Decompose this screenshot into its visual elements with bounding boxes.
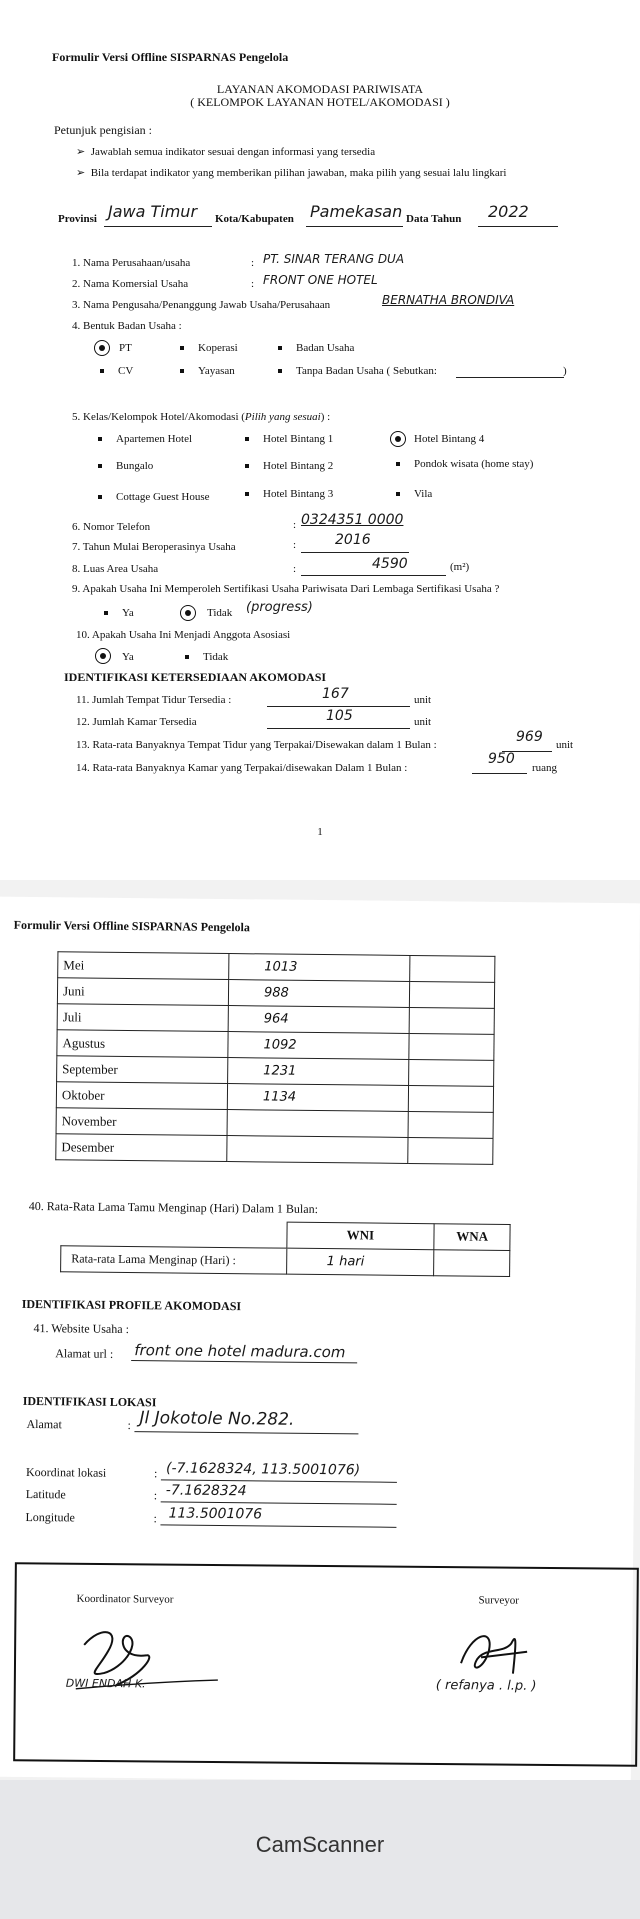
form-title: LAYANAN AKOMODASI PARIWISATA	[216, 82, 424, 96]
bullet-icon	[278, 346, 282, 350]
option-vila[interactable]: Vila	[396, 488, 432, 500]
q12-label: 12. Jumlah Kamar Tersedia	[76, 716, 197, 728]
table-row	[56, 1134, 493, 1165]
empty-cell[interactable]	[408, 1085, 493, 1112]
selected-option-circle	[180, 605, 196, 621]
empty-cell[interactable]	[409, 981, 494, 1008]
month-name: Juni	[57, 978, 228, 1006]
sebutkan-underline[interactable]	[456, 377, 564, 378]
page-number: 1	[317, 826, 323, 838]
option-cottage[interactable]: Cottage Guest House	[98, 491, 209, 503]
selected-option-circle	[94, 340, 110, 356]
option-apartemen-hotel[interactable]: Apartemen Hotel	[98, 433, 192, 445]
q14-value[interactable]: 950	[488, 751, 515, 767]
q11-label: 11. Jumlah Tempat Tidur Tersedia :	[76, 694, 232, 706]
tahun-value[interactable]: 2022	[488, 202, 529, 221]
alamat-label: Alamat	[26, 1416, 62, 1432]
coordinator-name: DWI ENDAH K.	[65, 1676, 146, 1691]
form-page-1: Formulir Versi Offline SISPARNAS Pengelola LAYANAN AKOMODASI PARIWISATA ( KELOMPOK LAYANAN HOTEL/AKOMODASI ) Petunjuk pengisian : ➢ Jawablah semua indikator sesuai dengan informasi yang tersedia ➢ Bila terdapat indikator yang memberikan pilihan jawaban, maka pilih yang sesuai lalu lingkari Provinsi Jawa Timur Kota/Kabupaten Pamekasan Data Tahun 2022 1. Nama Perusahaan/usaha : PT. SINAR TERANG DUA 2. Nama Komersial Usaha : FRONT ONE HOTEL 3. Nama Pengusaha/Penanggung Jawab Usaha/Perusahaan BERNATHA BRONDIVA 4. Bentuk Badan Usaha : PT Koperasi Badan Usaha CV Yayasan Tanpa Badan Usaha ( Sebutkan: ) 5. Kelas/Kelompok Hotel/Akomodasi (Pilih yang sesuai) : Apartemen Hotel Hotel Bintang 1 Hotel Bintang 4 Bungalo Hotel Bintang 2 Pondok wisata (home stay) Cottage Guest House Hotel Bintang 3 Vila 6. Nomor Telefon : 0324351 0000 7. Tahun Mulai Beroperasinya Usaha : 2016 8. Luas Area Usaha : 4590 (m²) 9. Apakah Usaha Ini Memperoleh Sertifikasi Usaha Pariwisata Dari Lembaga Sertifikasi Usaha ? Ya Tidak (progress) 10. Apakah Usaha Ini Menjadi Anggota Asosiasi Ya Tidak IDENTIFIKASI KETERSEDIAAN AKOMODASI 11. Jumlah Tempat Tidur Tersedia : 167 unit 12. Jumlah Kamar Tersedia 105 unit 13. Rata-rata Banyaknya Tempat Tidur yang Terpakai/Disewakan dalam 1 Bulan : 969 unit 14. Rata-rata Banyaknya Kamar yang Terpakai/disewakan Dalam 1 Bulan : 950 ruang 1	[0, 0, 640, 880]
q40-label: 40. Rata-Rata Lama Tamu Menginap (Hari) Dalam 1 Bulan:	[28, 1198, 319, 1216]
month-value[interactable]: 1092	[228, 1032, 409, 1060]
q3-label: 3. Nama Pengusaha/Penanggung Jawab Usaha/Perusahaan	[72, 299, 331, 311]
option-ya[interactable]: Ya	[122, 651, 134, 663]
signature-box	[13, 1562, 639, 1766]
q3-value[interactable]: BERNATHA BRONDIVA	[382, 293, 515, 307]
option-pt[interactable]: PT	[119, 342, 132, 354]
month-name: November	[56, 1108, 227, 1136]
form-page-2: Formulir Versi Offline SISPARNAS Pengelola Mei 1013 Juni 988 Juli 964 Agustus 1092 September 1231 Oktober 1134 November Desember 40. Rata-Rata Lama Tamu Menginap (Hari) Dalam 1 Bulan: WNI WNA Rata-rata Lama Menginap (Hari) : 1 hari IDENTIFIKASI PROFILE AKOMODASI 41. Website Usaha : Alamat url : front one hotel madura.com IDENTIFIKASI LOKASI Alamat : Jl Jokotole No.282. Koordinat lokasi : (-7.1628324, 113.5001076) Latitude : -7.1628324 Longitude : 113.5001076	[0, 897, 640, 1784]
tahun-label: Data Tahun	[406, 213, 462, 225]
wni-value[interactable]: 1 hari	[286, 1248, 434, 1276]
surveyor-label: Surveyor	[478, 1594, 519, 1607]
option-badan-usaha[interactable]: Badan Usaha	[278, 342, 354, 354]
month-value[interactable]: 964	[228, 1006, 409, 1034]
q2-value[interactable]: FRONT ONE HOTEL	[263, 273, 378, 287]
option-hotel-bintang-4[interactable]: Hotel Bintang 4	[414, 433, 485, 445]
form-subtitle: ( KELOMPOK LAYANAN HOTEL/AKOMODASI )	[190, 95, 450, 109]
q13-value[interactable]: 969	[516, 729, 543, 745]
month-name: Desember	[56, 1134, 227, 1162]
koordinat-value[interactable]: (-7.1628324, 113.5001076)	[165, 1460, 361, 1479]
bullet-icon	[180, 369, 184, 373]
month-value[interactable]: 1231	[228, 1058, 409, 1086]
url-label: Alamat url :	[55, 1346, 114, 1361]
provinsi-label: Provinsi	[58, 213, 97, 225]
row-label: Rata-rata Lama Menginap (Hari) :	[61, 1245, 287, 1273]
option-hotel-bintang-3[interactable]: Hotel Bintang 3	[245, 488, 333, 500]
q6-value[interactable]: 0324351 0000	[301, 512, 404, 528]
stay-duration-table	[60, 1219, 511, 1276]
q8-unit: (m²)	[450, 561, 470, 573]
month-value[interactable]	[227, 1136, 408, 1164]
longitude-label: Longitude	[25, 1509, 75, 1525]
instruction-item: ➢ Jawablah semua indikator sesuai dengan informasi yang tersedia	[76, 146, 376, 158]
month-value[interactable]: 1013	[229, 954, 410, 982]
empty-cell[interactable]	[408, 1137, 493, 1164]
koordinat-label: Koordinat lokasi	[25, 1464, 107, 1480]
option-tidak[interactable]: Tidak	[185, 651, 228, 663]
option-cv[interactable]: CV	[100, 365, 133, 377]
option-tanpa-badan-usaha[interactable]: Tanpa Badan Usaha ( Sebutkan:	[278, 365, 437, 377]
q4-label: 4. Bentuk Badan Usaha :	[72, 320, 182, 332]
month-name: Juli	[57, 1004, 228, 1032]
section-heading: IDENTIFIKASI LOKASI	[22, 1393, 157, 1410]
month-value[interactable]: 988	[228, 980, 409, 1008]
latitude-value[interactable]: -7.1628324	[165, 1482, 247, 1500]
month-name: Oktober	[56, 1082, 227, 1110]
option-koperasi[interactable]: Koperasi	[180, 342, 238, 354]
empty-cell[interactable]	[409, 1033, 494, 1060]
q8-value[interactable]: 4590	[372, 556, 408, 572]
option-ya[interactable]: Ya	[104, 607, 134, 619]
form-header: Formulir Versi Offline SISPARNAS Pengelola	[52, 50, 289, 64]
q14-label: 14. Rata-rata Banyaknya Kamar yang Terpakai/disewakan Dalam 1 Bulan :	[76, 762, 408, 774]
q1-label: 1. Nama Perusahaan/usaha	[72, 257, 191, 269]
bullet-icon	[180, 346, 184, 350]
scanner-footer	[0, 1780, 640, 1919]
month-value[interactable]: 1134	[227, 1084, 408, 1112]
q9-note: (progress)	[246, 600, 313, 615]
instruction-item: ➢ Bila terdapat indikator yang memberikan pilihan jawaban, maka pilih yang sesuai lalu lingkari	[76, 167, 507, 179]
option-tidak[interactable]: Tidak	[207, 607, 233, 619]
section-heading: IDENTIFIKASI KETERSEDIAAN AKOMODASI	[64, 670, 327, 684]
surveyor-name: ( refanya . l.p. )	[435, 1677, 537, 1694]
q5-label: 5. Kelas/Kelompok Hotel/Akomodasi (Pilih yang sesuai) :	[72, 411, 331, 423]
q7-label: 7. Tahun Mulai Beroperasinya Usaha	[72, 541, 236, 553]
option-pondok-wisata[interactable]: Pondok wisata (home stay)	[396, 458, 533, 470]
q10-label: 10. Apakah Usaha Ini Menjadi Anggota Asosiasi	[76, 629, 291, 641]
option-bungalo[interactable]: Bungalo	[98, 460, 153, 472]
empty-cell[interactable]	[409, 1059, 494, 1086]
selected-option-circle	[390, 431, 406, 447]
kota-value[interactable]: Pamekasan	[310, 202, 403, 221]
bullet-icon	[100, 369, 104, 373]
q7-value[interactable]: 2016	[335, 532, 371, 548]
q11-value[interactable]: 167	[322, 686, 349, 702]
month-name: September	[57, 1056, 228, 1084]
month-name: Mei	[58, 952, 229, 980]
arrow-icon: ➢	[76, 146, 91, 158]
tahun-underline	[478, 226, 558, 227]
empty-cell[interactable]	[408, 1111, 493, 1138]
longitude-value[interactable]: 113.5001076	[168, 1505, 263, 1523]
q2-label: 2. Nama Komersial Usaha	[72, 278, 189, 290]
coordinator-label: Koordinator Surveyor	[76, 1592, 174, 1606]
provinsi-underline	[104, 226, 212, 227]
q12-value[interactable]: 105	[326, 708, 353, 724]
section-heading: IDENTIFIKASI PROFILE AKOMODASI	[21, 1296, 242, 1314]
kota-underline	[306, 226, 403, 227]
q6-label: 6. Nomor Telefon	[72, 521, 151, 533]
empty-cell[interactable]	[409, 1007, 494, 1034]
month-name: Agustus	[57, 1030, 228, 1058]
q1-value[interactable]: PT. SINAR TERANG DUA	[263, 252, 405, 266]
wna-value[interactable]	[434, 1249, 510, 1276]
col-wna: WNA	[434, 1224, 510, 1250]
option-hotel-bintang-2[interactable]: Hotel Bintang 2	[245, 460, 333, 472]
empty-cell[interactable]	[410, 955, 495, 982]
instructions-label: Petunjuk pengisian :	[54, 123, 152, 137]
q8-label: 8. Luas Area Usaha	[72, 563, 159, 575]
provinsi-value[interactable]: Jawa Timur	[108, 202, 198, 221]
monthly-table	[55, 951, 495, 1165]
q41-label: 41. Website Usaha :	[33, 1321, 130, 1337]
latitude-label: Latitude	[25, 1486, 66, 1502]
option-yayasan[interactable]: Yayasan	[180, 365, 235, 377]
col-wni: WNI	[286, 1222, 434, 1249]
month-value[interactable]	[227, 1110, 408, 1138]
url-value[interactable]: front one hotel madura.com	[134, 1341, 346, 1362]
selected-option-circle	[95, 648, 111, 664]
q9-label: 9. Apakah Usaha Ini Memperoleh Sertifikasi Usaha Pariwisata Dari Lembaga Sertifikasi Usaha ?	[72, 583, 500, 595]
alamat-value[interactable]: Jl Jokotole No.282.	[139, 1408, 295, 1430]
bullet-icon	[278, 369, 282, 373]
arrow-icon: ➢	[76, 167, 91, 179]
option-hotel-bintang-1[interactable]: Hotel Bintang 1	[245, 433, 333, 445]
form-header: Formulir Versi Offline SISPARNAS Pengelola	[13, 917, 251, 935]
app-name: CamScanner	[255, 1832, 385, 1857]
kota-label: Kota/Kabupaten	[215, 213, 294, 225]
q13-label: 13. Rata-rata Banyaknya Tempat Tidur yang Terpakai/Disewakan dalam 1 Bulan :	[76, 739, 437, 751]
